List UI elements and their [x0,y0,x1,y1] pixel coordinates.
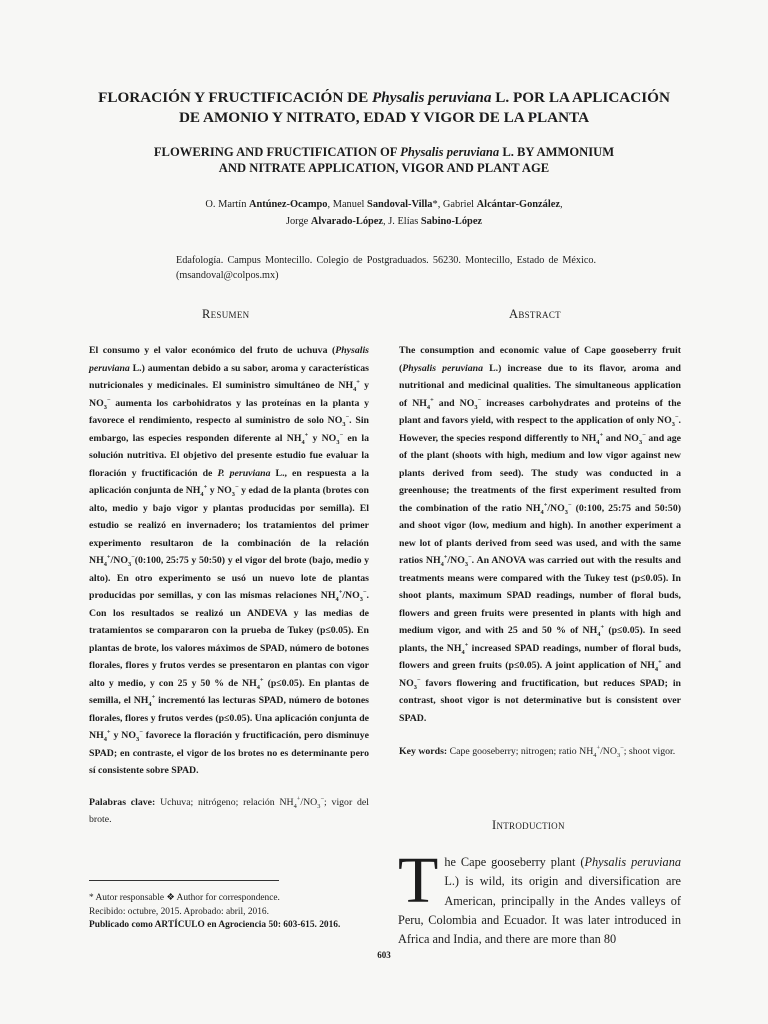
abstract-text [399,342,681,727]
keywords-english [399,743,681,760]
page-number: 603 [377,950,391,960]
subscript: 4 [596,438,600,446]
resumen-column [89,342,369,828]
subscript: 4 [440,560,444,568]
subscript: 3 [103,403,107,411]
author-first: Jorge [285,216,311,227]
superscript: + [151,693,156,701]
subscript: 4 [148,700,152,708]
superscript: + [443,553,448,561]
subscript: 4 [103,560,107,568]
resumen-fragment: (p≤0.05). En plantas de semilla, el NH [89,677,369,706]
resumen-fragment: /NO [110,555,128,566]
resumen-fragment: (0:100, 25:75 y 50:50) y el vigor del brote (bajo, medio y alto). En otro experimento se usó un nuevo lote de plantas producidas por semillas, y con las mismas relaciones NH [89,555,369,601]
resumen-fragment: y NO [110,730,136,741]
keywords-text: /NO [600,746,617,757]
author-first: J. Elías [388,216,421,227]
superscript: − [320,795,325,803]
superscript: − [567,501,572,509]
intro-fragment: he Cape gooseberry plant ( [444,855,585,869]
superscript: + [259,676,264,684]
resumen-fragment: aumenta los carbohidratos y las proteínas en la planta y favorece el rendimiento, respecto al suministro de solo NO [89,397,369,426]
abstract-fragment: (0:100, 25:75 and 50:50) and shoot vigor (low, medium and high). In another experiment a new lot of plants derived from seed was used, and with the same ratios NH [399,502,681,566]
title-en-line2: AND NITRATE APPLICATION, VIGOR AND PLANT AGE [218,161,550,175]
subscript: 4 [461,648,465,656]
keywords-spanish [89,794,369,828]
superscript: − [234,483,239,491]
title-english [60,144,708,176]
superscript: − [674,413,679,421]
title-es-part: FLORACIÓN Y FRUCTIFICACIÓN DE [98,89,373,106]
introduction-text [398,844,681,949]
superscript: + [430,396,434,404]
subscript: 3 [474,403,478,411]
author-name: Sandoval-Villa [367,199,433,210]
superscript: + [106,553,111,561]
superscript: + [658,658,662,666]
resumen-fragment: L., en respuesta a la aplicación conjunta de NH [89,467,369,496]
resumen-fragment: El consumo y el valor económico del fruto de uchuva ( [89,345,336,356]
title-en-part: L. BY AMMONIUM [499,145,615,159]
subscript: 3 [616,751,621,759]
keywords-text: /NO [300,796,318,808]
subscript: 3 [127,560,132,568]
resumen-fragment: /NO [342,590,360,601]
heading-introduction: Introduction [492,818,565,832]
superscript: + [203,483,208,491]
superscript: + [596,744,601,752]
keywords-text: ; shoot vigor. [623,746,676,757]
author-name: Sabino-López [420,216,483,227]
subscript: 4 [256,683,260,691]
abstract-fragment: . However, the species respond differently to NH [399,415,681,444]
resumen-fragment: y NO [207,485,232,496]
subscript: 4 [301,438,305,446]
affiliation: Edafología. Campus Montecillo. Colegio de Postgraduados. 56230. Montecillo, Estado de México. (msandoval@colpos.mx) [176,255,596,281]
heading-abstract: Abstract [509,307,561,321]
author-list: O. Martín Antúnez-Ocampo, Manuel Sandoval-Villa*, Gabriel Alcántar-González, Jorge Alvarado-López, J. Elías Sabino-López [205,199,563,227]
keywords-text: Uchuva; nitrógeno; relación NH [155,796,294,808]
footnote [89,892,379,933]
footnote-dates: Recibido: octubre, 2015. Aprobado: abril, 2016. [89,906,269,917]
subscript: 3 [317,802,321,810]
resumen-fragment: incrementó las lecturas SPAD, número de botones florales, flores y frutos verdes (p≤0.05). Una aplicación conjunta de NH [89,695,369,741]
footnote-publication: Publicado como ARTÍCULO en Agrociencia 50: 603-615. 2016. [89,920,341,930]
superscript: + [464,641,469,649]
corresponding-author-mark: * [432,199,438,210]
subscript: 3 [231,490,235,498]
author-name: Alcántar-González [476,199,560,210]
abstract-fragment: The consumption and economic value of Cape gooseberry fruit ( [399,345,681,374]
abstract-fragment: . An ANOVA was carried out with the results and treatments means were compared with the Tukey test (p≤0.05). In shoot plants, maximum SPAD readings, number of floral buds, flowers and green fruits were presented in plants with high and medium vigor, and with 25 and 50 % of NH [399,555,681,636]
species-name: P. peruviana [217,467,271,479]
author-first: O. Martín [205,199,249,210]
abstract-fragment: and NO [603,432,639,444]
resumen-fragment: . Sin embargo, las especies responden diferente al NH [89,415,369,444]
superscript: + [106,728,111,736]
subscript: 3 [336,438,340,446]
subscript: 4 [426,403,431,411]
resumen-fragment: y NO [89,380,369,409]
subscript: 3 [342,420,346,428]
keywords-text: Cape gooseberry; nitrogen; ratio NH [447,746,594,757]
superscript: − [362,588,367,596]
abstract-fragment: (p≤0.05). In seed plants, the NH [399,625,681,654]
subscript: 3 [136,735,140,743]
keywords-label: Palabras clave: [89,796,156,808]
species-name: Physalis peruviana [584,855,681,869]
keywords-label: Key words: [399,746,448,757]
superscript: + [338,588,343,596]
species-name: Physalis peruviana [402,362,483,374]
abstract-fragment: /NO [547,502,565,514]
resumen-fragment: y edad de la planta (brotes con alto, medio y bajo vigor y plantas producidas por semilla). El estudio se realizó en invernadero; los tratamientos del primer experimento resultaron de la combinación de la relación NH [89,485,369,566]
superscript: − [345,413,350,421]
subscript: 3 [464,560,469,568]
superscript: − [139,728,143,736]
abstract-fragment: /NO [447,555,465,566]
species-name: Physalis peruviana [89,345,369,374]
superscript: − [642,431,646,439]
subscript: 3 [564,508,568,516]
subscript: 4 [200,490,204,498]
resumen-fragment: L.) aumentan debido a su sabor, aroma y características nutricionales y medicinales. El suministro simultáneo de NH [89,362,369,391]
resumen-fragment: favorece la floración y fructificación, pero disminuye SPAD; en contraste, el vigor de los brotes no es determinante pero sí consistente sobre SPAD. [89,730,370,776]
subscript: 4 [293,802,297,810]
subscript: 4 [103,735,107,743]
author-name: Antúnez-Ocampo [248,199,328,210]
title-es-part: L. POR LA APLICACIÓN [491,89,670,106]
superscript: − [339,431,344,439]
resumen-fragment: y NO [308,432,337,444]
title-en-species: Physalis peruviana [400,145,500,159]
resumen-fragment: . Con los resultados se realizó un ANDEVA y las medias de tratamientos se compararon con la prueba de Tukey (p≤0.05). En plantas de brote, los valores máximos de SPAD, número de botones florales, flores y frutos verdes se presentaron en plantas con vigor alto y medio, y con 25 y 50 % de NH [89,590,369,689]
superscript: − [477,396,482,404]
superscript: − [416,676,421,684]
drop-cap: T [398,844,439,917]
author-first: Gabriel [442,199,477,210]
resumen-text [89,342,369,780]
superscript: + [600,623,605,631]
abstract-fragment: increases carbohydrates and proteins of the plant and favors yield, with respect to the application of only NO [399,397,681,426]
superscript: + [599,431,604,439]
title-es-line2: DE AMONIO Y NITRATO, EDAD Y VIGOR DE LA PLANTA [178,109,590,126]
title-es-species: Physalis peruviana [372,89,492,106]
subscript: 4 [353,385,357,393]
abstract-fragment: L.) increase due to its flavor, aroma and nutritional and medicinal qualities. The simultaneous application of NH [399,362,681,409]
superscript: + [304,431,309,439]
heading-resumen: Resumen [202,307,250,321]
author-name: Alvarado-López [310,216,384,227]
abstract-fragment: and age of the plant (shoots with high, medium and low vigor against new plants derived from seed). The study was conducted in a greenhouse; the treatments of the first experiment resulted from the combination of the ratio NH [399,432,682,514]
intro-fragment: L.) is wild, its origin and diversification are American, principally in the Andes valleys of Peru, Colombia and Ecuador. It was later introduced in Africa and India, and there are more than 80 [398,874,681,947]
abstract-fragment: and NO [399,660,681,689]
subscript: 4 [593,751,597,759]
subscript: 3 [413,683,417,691]
superscript: − [131,553,135,561]
superscript: + [543,501,548,509]
title-en-part: FLOWERING AND FRUCTIFICATION OF [153,145,401,159]
abstract-fragment: increased SPAD readings, number of floral buds, flowers and green fruits (p≤0.05). A joint application of NH [399,642,681,671]
subscript: 3 [359,595,363,603]
subscript: 4 [597,630,601,638]
superscript: + [356,378,360,386]
abstract-column [399,342,681,760]
resumen-fragment: en la solución nutritiva. El objetivo del presente estudio fue evaluar la floración y fructificación de [89,432,369,479]
footnote-divider [89,880,279,881]
subscript: 3 [671,420,675,428]
author-first: Manuel [332,199,368,210]
superscript: − [468,553,472,561]
superscript: + [296,795,301,803]
subscript: 4 [540,508,544,516]
subscript: 3 [638,438,643,446]
subscript: 4 [335,595,339,603]
subscript: 4 [654,665,659,673]
superscript: − [620,744,624,752]
title-spanish [60,88,708,128]
abstract-fragment: and NO [433,397,475,409]
abstract-fragment: favors flowering and fructification, but reduces SPAD; in contrast, shoot vigor is not determinative but is consistent over SPAD. [399,677,681,724]
footnote-corresponding: * Autor responsable ❖ Author for correspondence. [89,893,280,903]
superscript: − [106,396,111,404]
keywords-text: ; vigor del brote. [89,796,369,825]
